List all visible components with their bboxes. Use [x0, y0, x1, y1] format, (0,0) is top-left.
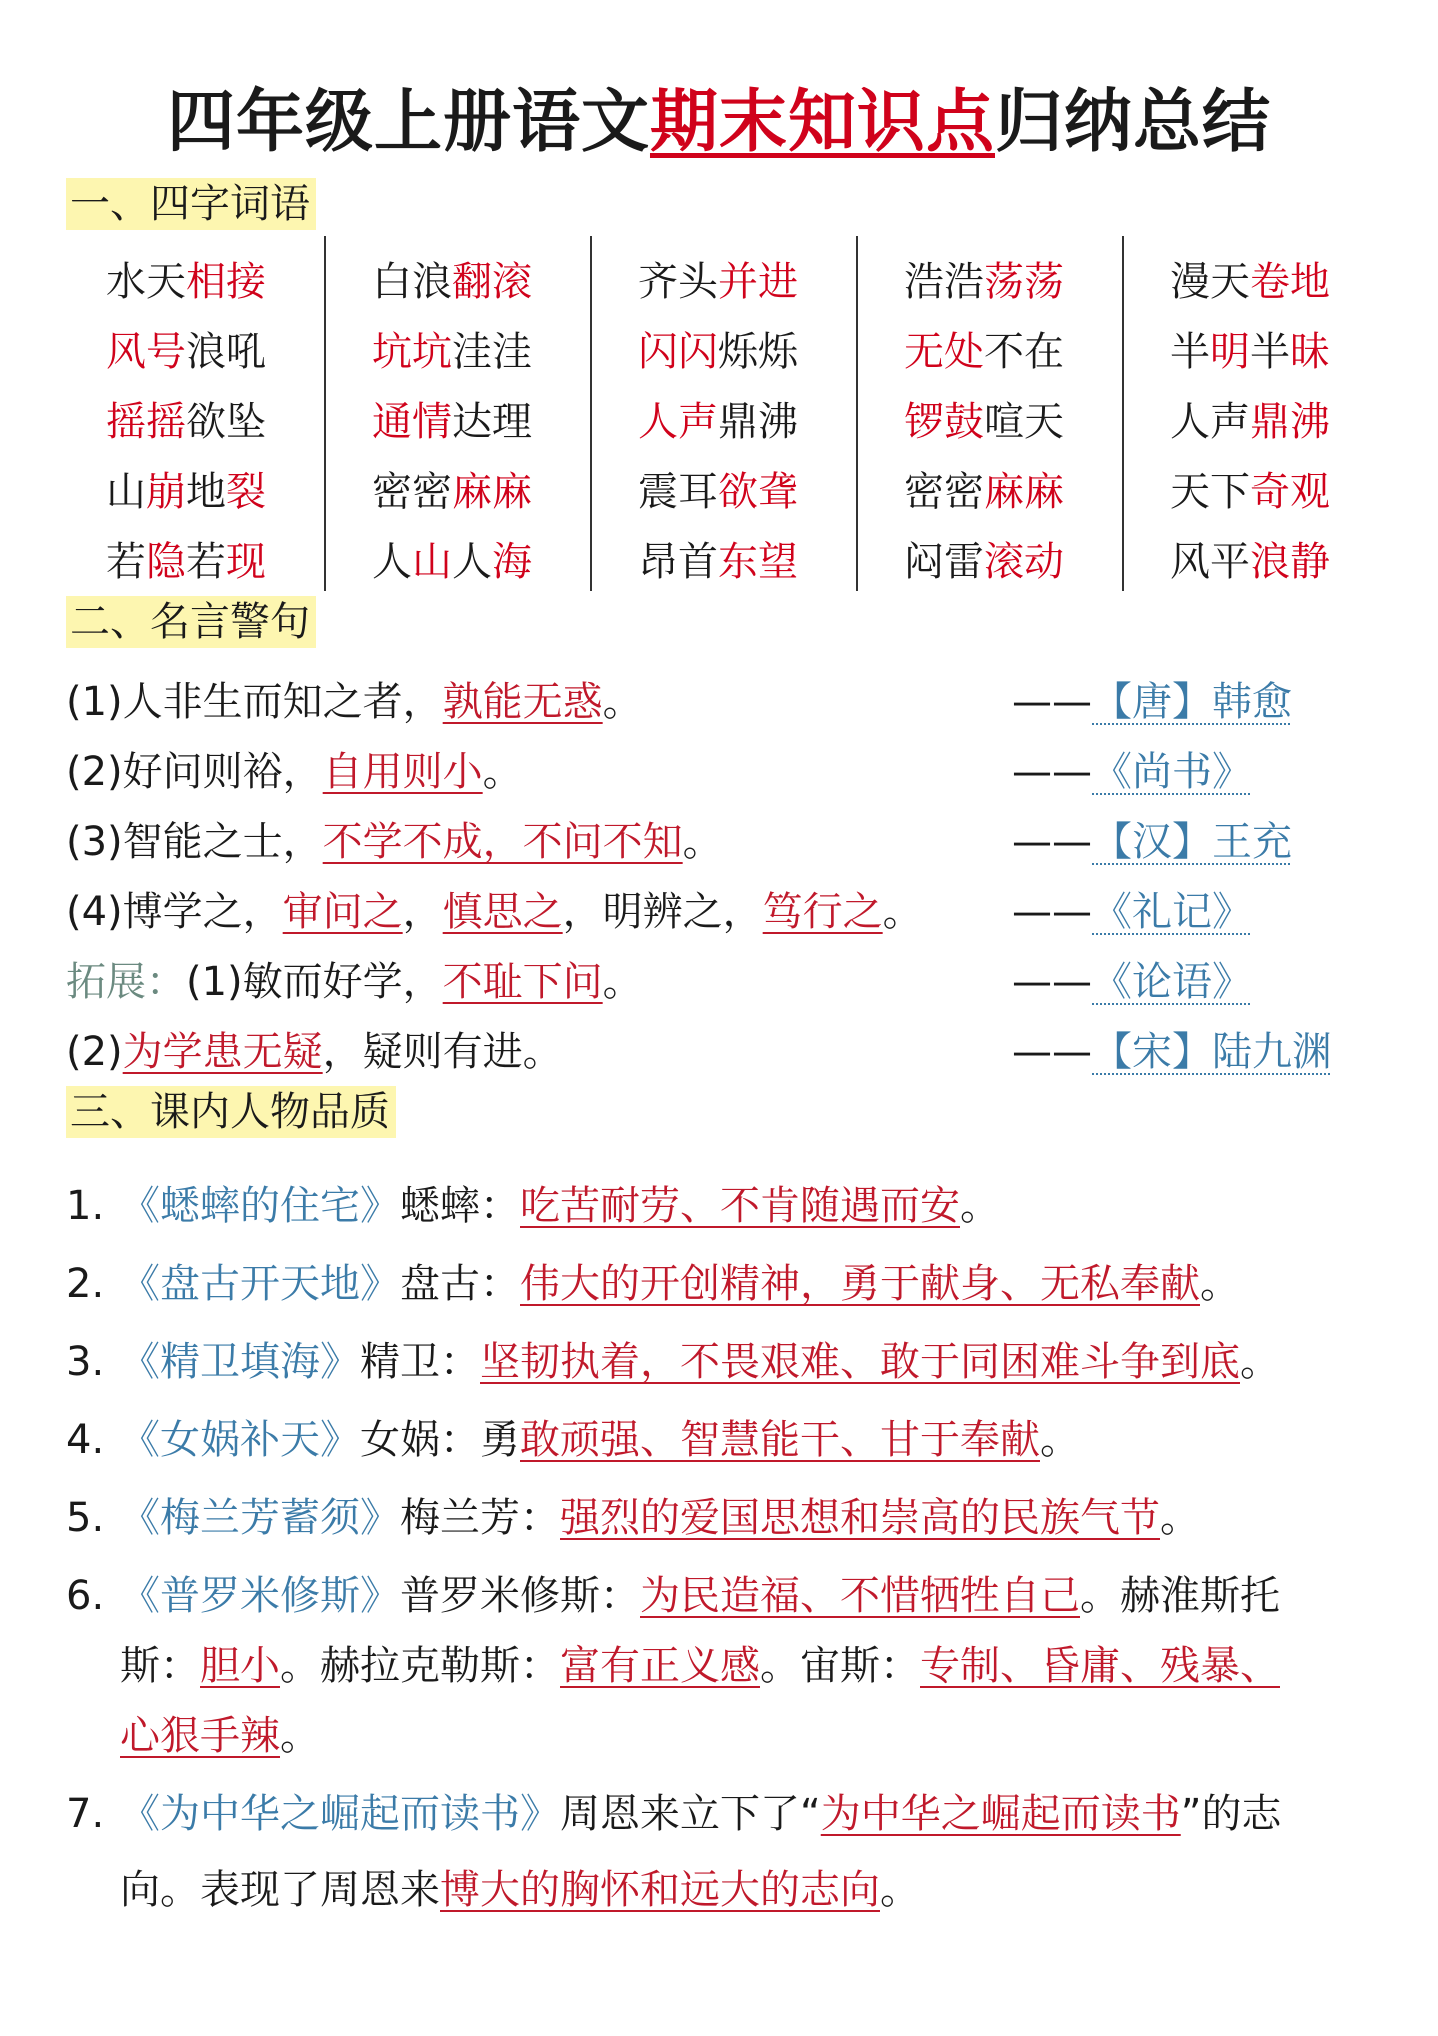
quote-source — [1012, 744, 1252, 800]
quote-answer: 自用则小 — [322, 749, 483, 795]
word-part: 无处 — [904, 329, 984, 375]
quote-text: ，疑则有进。 — [322, 1029, 563, 1075]
word-column-1 — [70, 236, 336, 591]
quote-text: 。 — [602, 679, 643, 725]
word-part: 欲坠 — [186, 399, 266, 445]
word-part: 鼎沸 — [718, 399, 798, 445]
word-part: 并进 — [718, 259, 798, 305]
book-title: 《女娲补天》 — [120, 1417, 360, 1463]
source-name: 【汉】王充 — [1092, 819, 1292, 865]
plain-text: 。 — [1240, 1339, 1280, 1385]
word-part: 荡荡 — [984, 259, 1064, 305]
word-part: 若 — [186, 539, 226, 585]
word-part: 震耳 — [638, 469, 718, 515]
word-cell — [106, 322, 266, 382]
word-part: 漫天 — [1170, 259, 1250, 305]
quality-item-5 — [66, 1480, 1386, 1556]
word-part: 风平 — [1170, 539, 1250, 585]
word-part: 浩浩 — [904, 259, 984, 305]
source-name: 【宋】陆九渊 — [1092, 1029, 1332, 1075]
column-divider — [324, 236, 326, 591]
answer-text: 胆小 — [200, 1643, 280, 1689]
character-name: 女娲：勇 — [360, 1417, 520, 1463]
book-title: 《精卫填海》 — [120, 1339, 360, 1385]
word-part: 昧 — [1290, 329, 1330, 375]
quote-text: (4)博学之， — [66, 889, 283, 935]
word-cell — [106, 392, 266, 452]
word-cell — [1170, 392, 1330, 452]
character-name: 蟋蟀： — [400, 1183, 520, 1229]
quote-text: 。 — [482, 749, 523, 795]
plain-text: 。赫淮斯托 — [1080, 1573, 1280, 1619]
quote-text: 。 — [682, 819, 723, 865]
answer-text: 吃苦耐劳、不肯随遇而安 — [520, 1183, 960, 1229]
word-part: 烁烁 — [718, 329, 798, 375]
section-heading-2: 二、名言警句 — [66, 596, 316, 648]
word-column-3 — [602, 236, 868, 591]
quote-text: (3)智能之士， — [66, 819, 323, 865]
book-title: 《蟋蟀的住宅》 — [120, 1183, 400, 1229]
book-title: 《梅兰芳蓄须》 — [120, 1495, 400, 1541]
item-number: 7. — [66, 1791, 105, 1837]
word-part: 人声 — [638, 399, 718, 445]
extension-label: 拓展： — [66, 959, 186, 1005]
book-title: 《盘古开天地》 — [120, 1261, 400, 1307]
word-part: 山 — [412, 539, 452, 585]
word-cell — [372, 462, 532, 522]
answer-text: 专制、昏庸、残暴、 — [920, 1643, 1280, 1689]
word-part: 洼洼 — [452, 329, 532, 375]
quality-item-7 — [66, 1776, 1386, 1852]
word-part: 奇观 — [1250, 469, 1330, 515]
word-part: 翻滚 — [452, 259, 532, 305]
word-cell — [106, 462, 266, 522]
answer-text: 富有正义感 — [560, 1643, 760, 1689]
plain-text: 向。表现了周恩来 — [120, 1867, 440, 1913]
item-number: 2. — [66, 1261, 105, 1307]
quote-source — [1012, 674, 1292, 730]
dash: —— — [1012, 889, 1092, 935]
column-divider — [1122, 236, 1124, 591]
plain-text: 斯： — [120, 1643, 200, 1689]
word-cell — [372, 532, 532, 592]
answer-text: 坚韧执着，不畏艰难、敢于同困难斗争到底 — [480, 1339, 1240, 1385]
word-part: 密密 — [904, 469, 984, 515]
quality-item-3 — [66, 1324, 1386, 1400]
quote-text: (1)敏而好学， — [186, 959, 443, 1005]
word-part: 裂 — [226, 469, 266, 515]
title-pre: 四年级上册语文 — [166, 83, 650, 162]
word-part: 人声 — [1170, 399, 1250, 445]
word-part: 浪吼 — [186, 329, 266, 375]
quote-text: (2)好问则裕， — [66, 749, 323, 795]
quote-source — [1012, 884, 1252, 940]
word-cell — [904, 392, 1064, 452]
word-part: 人 — [452, 539, 492, 585]
quote-answer: 不耻下问 — [442, 959, 603, 1005]
word-part: 风号 — [106, 329, 186, 375]
answer-text: 博大的胸怀和远大的志向 — [440, 1867, 880, 1913]
word-part: 相接 — [186, 259, 266, 305]
quote-line — [66, 954, 643, 1010]
plain-text: 。赫拉克勒斯： — [280, 1643, 560, 1689]
word-cell — [106, 532, 266, 592]
quote-answer: 为学患无疑 — [122, 1029, 323, 1075]
word-part: 半 — [1250, 329, 1290, 375]
quality-item-7-line-2 — [120, 1852, 920, 1928]
quote-text: ， — [402, 889, 443, 935]
quality-item-6-line-2 — [120, 1628, 1280, 1704]
quote-line — [66, 884, 923, 940]
quote-source — [1012, 954, 1252, 1010]
word-cell — [1170, 532, 1330, 592]
book-title: 《普罗米修斯》 — [120, 1573, 400, 1619]
word-part: 通情 — [372, 399, 452, 445]
plain-text: 。 — [280, 1713, 320, 1759]
section-heading-3: 三、课内人物品质 — [66, 1086, 396, 1138]
word-part: 隐 — [146, 539, 186, 585]
quote-answer: 审问之 — [282, 889, 403, 935]
word-part: 崩 — [146, 469, 186, 515]
character-name: 盘古： — [400, 1261, 520, 1307]
word-part: 锣鼓 — [904, 399, 984, 445]
quote-text: (1)人非生而知之者， — [66, 679, 443, 725]
word-cell — [638, 532, 798, 592]
word-cell — [372, 392, 532, 452]
word-column-5 — [1134, 236, 1400, 591]
plain-text: 周恩来立下了“ — [560, 1791, 821, 1837]
word-column-4 — [868, 236, 1134, 591]
dash: —— — [1012, 1029, 1092, 1075]
plain-text: 。 — [1160, 1495, 1200, 1541]
quote-line — [66, 744, 523, 800]
quality-item-6-line-3 — [120, 1698, 320, 1774]
word-cell — [1170, 462, 1330, 522]
quality-item-4 — [66, 1402, 1386, 1478]
character-name: 普罗米修斯： — [400, 1573, 640, 1619]
quote-answer: 孰能无惑 — [442, 679, 603, 725]
word-part: 若 — [106, 539, 146, 585]
character-name: 梅兰芳： — [400, 1495, 560, 1541]
word-part: 麻麻 — [452, 469, 532, 515]
title-highlight: 期末知识点 — [649, 83, 995, 162]
source-name: 《礼记》 — [1092, 889, 1252, 935]
word-part: 喧天 — [984, 399, 1064, 445]
word-cell — [638, 392, 798, 452]
quote-answer: 不学不成，不问不知 — [322, 819, 683, 865]
four-character-words-grid — [70, 236, 1400, 591]
quote-line — [66, 674, 643, 730]
quality-item-6 — [66, 1558, 1386, 1634]
answer-text: 伟大的开创精神，勇于献身、无私奉献 — [520, 1261, 1200, 1307]
dash: —— — [1012, 749, 1092, 795]
quote-text: (2) — [66, 1029, 123, 1075]
column-divider — [856, 236, 858, 591]
word-part: 水天 — [106, 259, 186, 305]
word-cell — [372, 252, 532, 312]
word-cell — [904, 322, 1064, 382]
plain-text: 。宙斯： — [760, 1643, 920, 1689]
dash: —— — [1012, 679, 1092, 725]
item-number: 1. — [66, 1183, 105, 1229]
book-title: 《为中华之崛起而读书》 — [120, 1791, 560, 1837]
quality-item-1 — [66, 1168, 1386, 1244]
character-name: 精卫： — [360, 1339, 480, 1385]
word-part: 现 — [226, 539, 266, 585]
word-cell — [904, 532, 1064, 592]
answer-text: 为中华之崛起而读书 — [820, 1791, 1181, 1837]
answer-text: 强烈的爱国思想和崇高的民族气节 — [560, 1495, 1160, 1541]
word-cell — [904, 462, 1064, 522]
word-part: 鼎沸 — [1250, 399, 1330, 445]
word-part: 明 — [1210, 329, 1250, 375]
word-cell — [372, 322, 532, 382]
quote-text: 。 — [882, 889, 923, 935]
column-divider — [590, 236, 592, 591]
plain-text: 。 — [1200, 1261, 1240, 1307]
plain-text: 。 — [880, 1867, 920, 1913]
word-part: 达理 — [452, 399, 532, 445]
source-name: 【唐】韩愈 — [1092, 679, 1292, 725]
answer-text: 敢顽强、智慧能干、甘于奉献 — [520, 1417, 1040, 1463]
quote-answer: 慎思之 — [442, 889, 563, 935]
word-cell — [638, 462, 798, 522]
page-title — [0, 78, 1438, 168]
source-name: 《论语》 — [1092, 959, 1252, 1005]
item-number: 5. — [66, 1495, 105, 1541]
word-part: 半 — [1170, 329, 1210, 375]
answer-text: 心狠手辣 — [120, 1713, 280, 1759]
word-cell — [1170, 322, 1330, 382]
word-part: 闪闪 — [638, 329, 718, 375]
word-part: 齐头 — [638, 259, 718, 305]
section-heading-1: 一、四字词语 — [66, 178, 316, 230]
word-cell — [904, 252, 1064, 312]
word-part: 卷地 — [1250, 259, 1330, 305]
word-cell — [638, 252, 798, 312]
word-part: 滚动 — [984, 539, 1064, 585]
word-part: 昂首 — [638, 539, 718, 585]
word-part: 地 — [186, 469, 226, 515]
quote-line — [66, 1024, 563, 1080]
item-number: 6. — [66, 1573, 105, 1619]
word-part: 山 — [106, 469, 146, 515]
answer-text: 为民造福、不惜牺牲自己 — [640, 1573, 1080, 1619]
source-name: 《尚书》 — [1092, 749, 1252, 795]
quality-item-2 — [66, 1246, 1386, 1322]
quote-source — [1012, 1024, 1332, 1080]
word-column-2 — [336, 236, 602, 591]
dash: —— — [1012, 819, 1092, 865]
plain-text: 。 — [1040, 1417, 1080, 1463]
word-cell — [106, 252, 266, 312]
quote-line — [66, 814, 723, 870]
word-part: 人 — [372, 539, 412, 585]
quote-text: 。 — [602, 959, 643, 1005]
word-part: 东望 — [718, 539, 798, 585]
word-part: 白浪 — [372, 259, 452, 305]
item-number: 4. — [66, 1417, 105, 1463]
word-part: 麻麻 — [984, 469, 1064, 515]
title-post: 归纳总结 — [995, 83, 1272, 162]
word-cell — [638, 322, 798, 382]
word-part: 天下 — [1170, 469, 1250, 515]
quote-source — [1012, 814, 1292, 870]
word-part: 摇摇 — [106, 399, 186, 445]
word-part: 坑坑 — [372, 329, 452, 375]
word-part: 海 — [492, 539, 532, 585]
word-part: 浪静 — [1250, 539, 1330, 585]
quote-answer: 笃行之 — [762, 889, 883, 935]
word-cell — [1170, 252, 1330, 312]
plain-text: ”的志 — [1180, 1791, 1282, 1837]
word-part: 不在 — [984, 329, 1064, 375]
word-part: 欲聋 — [718, 469, 798, 515]
plain-text: 。 — [960, 1183, 1000, 1229]
item-number: 3. — [66, 1339, 105, 1385]
word-part: 密密 — [372, 469, 452, 515]
quote-text: ，明辨之， — [562, 889, 763, 935]
word-part: 闷雷 — [904, 539, 984, 585]
dash: —— — [1012, 959, 1092, 1005]
